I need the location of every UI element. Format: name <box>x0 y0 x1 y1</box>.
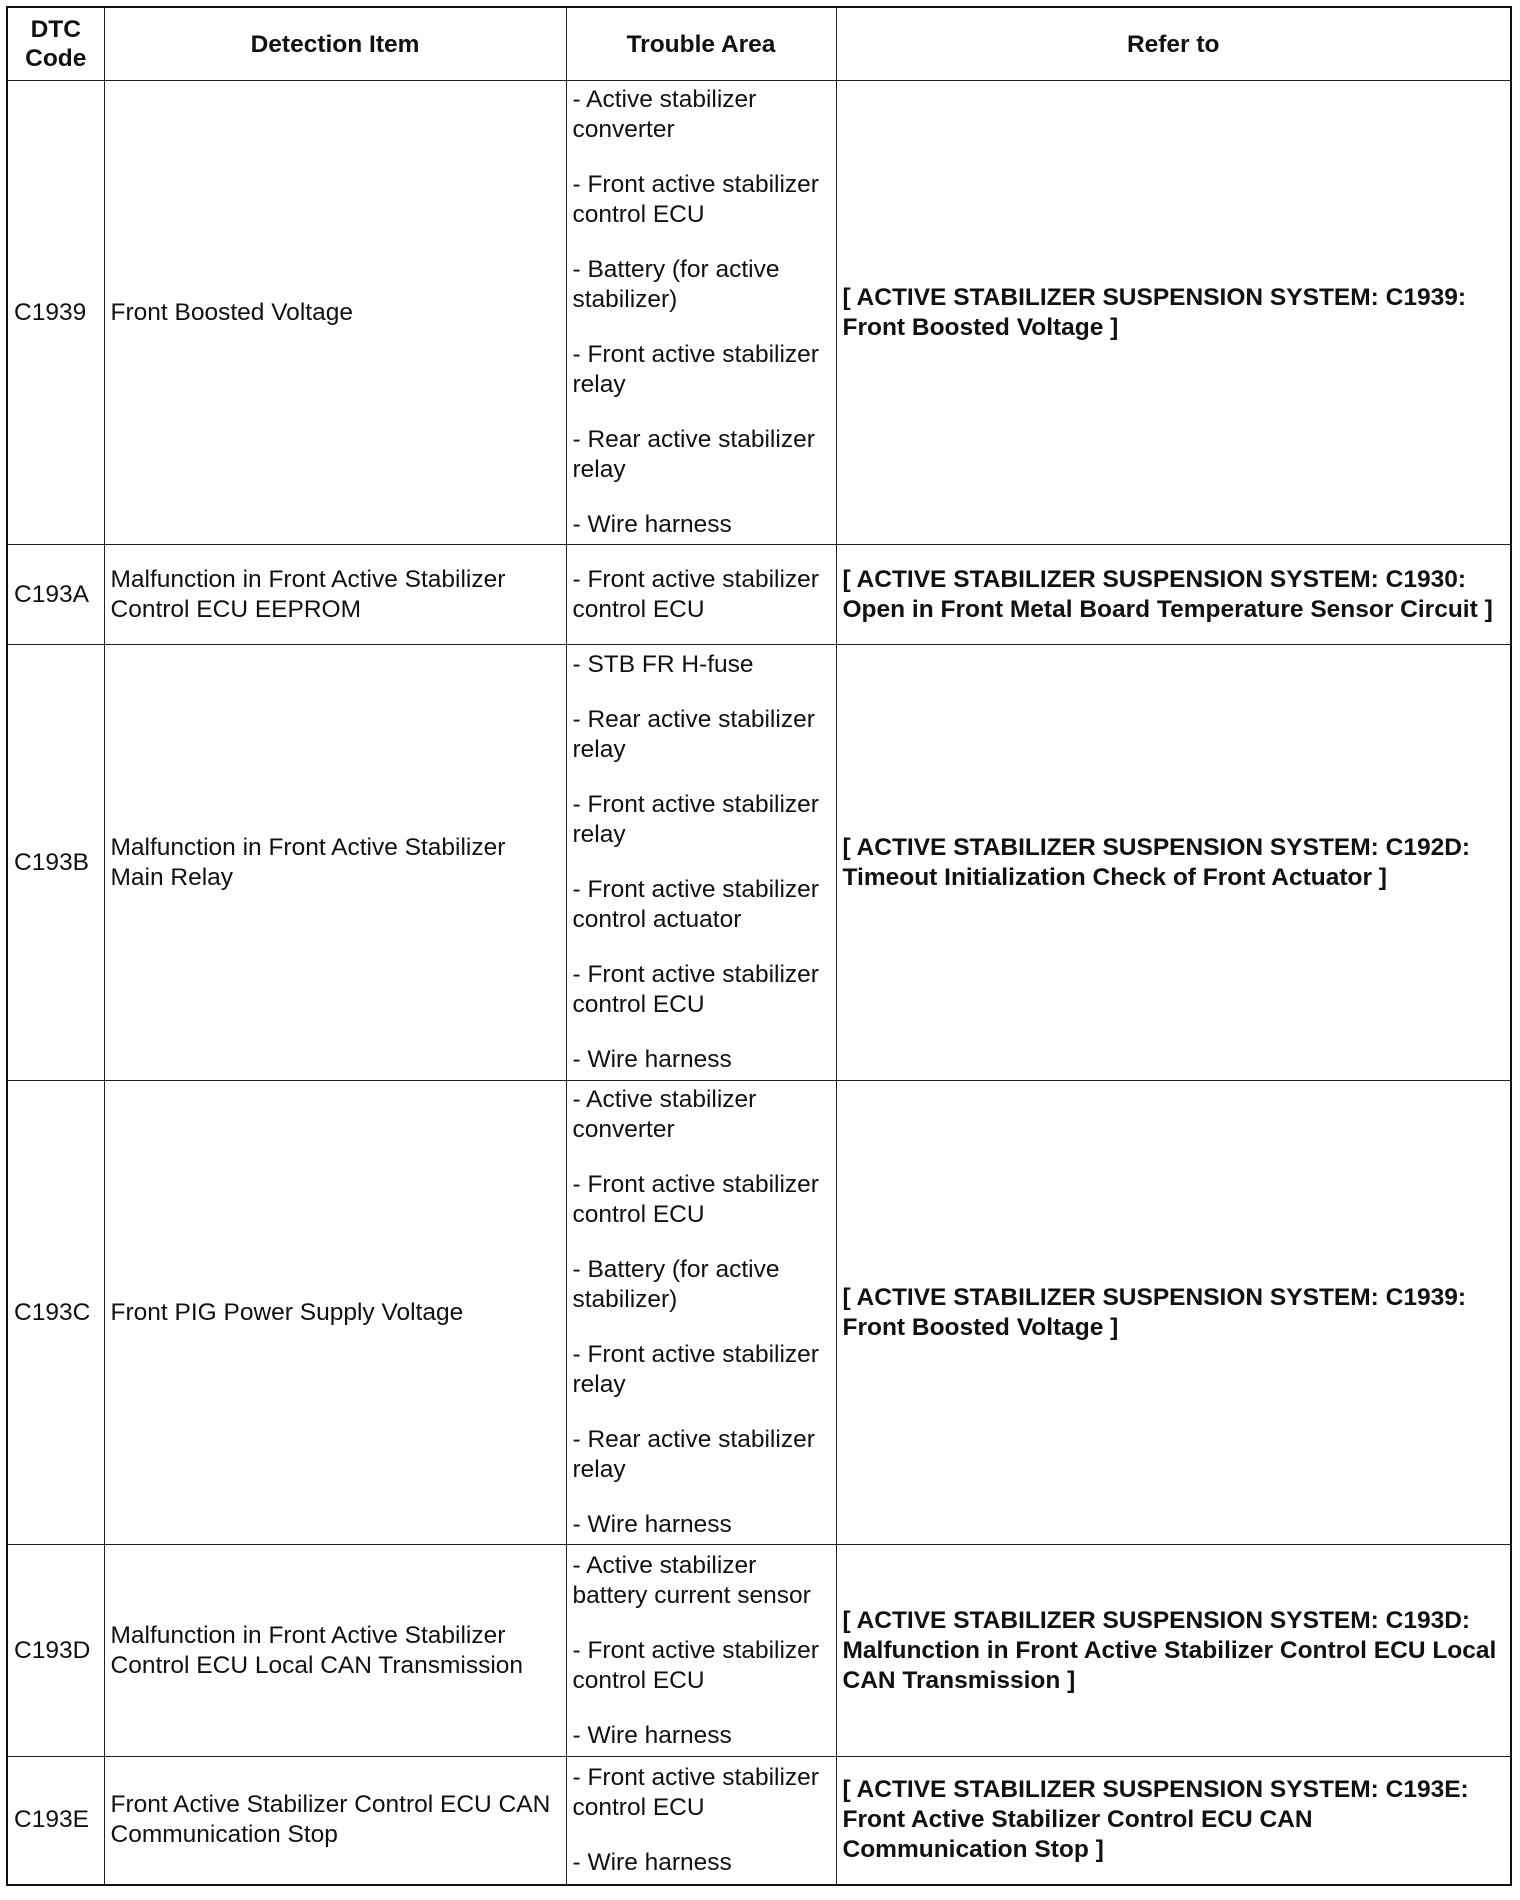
trouble-area-cell <box>566 645 836 1081</box>
trouble-area-item: - Rear active stabilizer relay <box>572 706 815 763</box>
trouble-area-list <box>573 1085 830 1540</box>
header-dtc-code: DTC Code <box>7 7 104 81</box>
dtc-table <box>6 6 1512 1886</box>
trouble-area-cell <box>566 1545 836 1757</box>
trouble-area-list <box>573 1763 830 1878</box>
table-row <box>7 545 1511 645</box>
trouble-area-item: - Wire harness <box>572 1848 732 1876</box>
trouble-area-item: - Battery (for active stabilizer) <box>572 256 780 313</box>
trouble-area-cell <box>566 1081 836 1545</box>
trouble-area-item: - Active stabilizer battery current sensor <box>572 1551 811 1609</box>
refer-to-link[interactable]: [ ACTIVE STABILIZER SUSPENSION SYSTEM: C1930: Open in Front Metal Board Temperature Sensor Circuit ] <box>836 545 1511 645</box>
refer-to-link[interactable]: [ ACTIVE STABILIZER SUSPENSION SYSTEM: C192D: Timeout Initialization Check of Front Actuator ] <box>836 645 1511 1081</box>
header-detection-item: Detection Item <box>104 7 566 81</box>
trouble-area-list <box>573 85 830 540</box>
table-row <box>7 1757 1511 1885</box>
trouble-area-item: - Front active stabilizer control actuator <box>572 876 819 933</box>
table-row <box>7 645 1511 1081</box>
trouble-area-item: - Front active stabilizer relay <box>572 791 819 848</box>
dtc-code-cell: C1939 <box>7 81 104 545</box>
detection-item-cell: Front Boosted Voltage <box>104 81 566 545</box>
trouble-area-item: - Front active stabilizer control ECU <box>572 961 819 1018</box>
table-body <box>7 81 1511 1885</box>
table-row <box>7 1081 1511 1545</box>
detection-item-cell: Malfunction in Front Active Stabilizer Control ECU EEPROM <box>104 545 566 645</box>
trouble-area-item: - Battery (for active stabilizer) <box>572 1256 780 1313</box>
trouble-area-item: - Front active stabilizer control ECU <box>572 1636 819 1694</box>
trouble-area-list <box>573 565 830 625</box>
dtc-code-cell: C193B <box>7 645 104 1081</box>
trouble-area-item: - Front active stabilizer control ECU <box>572 1763 819 1821</box>
detection-item-cell: Front PIG Power Supply Voltage <box>104 1081 566 1545</box>
trouble-area-item: - Active stabilizer converter <box>572 86 757 143</box>
trouble-area-cell <box>566 545 836 645</box>
refer-to-link[interactable]: [ ACTIVE STABILIZER SUSPENSION SYSTEM: C1939: Front Boosted Voltage ] <box>836 81 1511 545</box>
trouble-area-item: - Front active stabilizer control ECU <box>572 171 819 228</box>
table-header <box>7 7 1511 81</box>
trouble-area-item: - Front active stabilizer relay <box>572 1341 819 1398</box>
trouble-area-cell <box>566 1757 836 1885</box>
refer-to-link[interactable]: [ ACTIVE STABILIZER SUSPENSION SYSTEM: C193D: Malfunction in Front Active Stabilizer Control ECU Local CAN Transmission ] <box>836 1545 1511 1757</box>
dtc-code-cell: C193D <box>7 1545 104 1757</box>
trouble-area-list <box>573 1551 830 1751</box>
dtc-code-cell: C193A <box>7 545 104 645</box>
trouble-area-item: - Wire harness <box>572 1046 732 1073</box>
trouble-area-item: - Rear active stabilizer relay <box>572 1426 815 1483</box>
trouble-area-item: - Wire harness <box>572 1511 732 1538</box>
header-refer-to: Refer to <box>836 7 1511 81</box>
trouble-area-item: - STB FR H-fuse <box>572 651 754 678</box>
table-row <box>7 81 1511 545</box>
trouble-area-item: - Front active stabilizer relay <box>572 341 819 398</box>
refer-to-link[interactable]: [ ACTIVE STABILIZER SUSPENSION SYSTEM: C1939: Front Boosted Voltage ] <box>836 1081 1511 1545</box>
refer-to-link[interactable]: [ ACTIVE STABILIZER SUSPENSION SYSTEM: C193E: Front Active Stabilizer Control ECU CAN Communication Stop ] <box>836 1757 1511 1885</box>
detection-item-cell: Malfunction in Front Active Stabilizer Control ECU Local CAN Transmission <box>104 1545 566 1757</box>
trouble-area-list <box>573 650 830 1075</box>
trouble-area-item: - Active stabilizer converter <box>572 1086 757 1143</box>
trouble-area-item: - Front active stabilizer control ECU <box>572 565 819 623</box>
detection-item-cell: Front Active Stabilizer Control ECU CAN Communication Stop <box>104 1757 566 1885</box>
trouble-area-item: - Rear active stabilizer relay <box>572 426 815 483</box>
trouble-area-item: - Wire harness <box>572 511 732 538</box>
dtc-code-cell: C193E <box>7 1757 104 1885</box>
header-row <box>7 7 1511 81</box>
trouble-area-item: - Front active stabilizer control ECU <box>572 1171 819 1228</box>
header-trouble-area: Trouble Area <box>566 7 836 81</box>
dtc-code-cell: C193C <box>7 1081 104 1545</box>
detection-item-cell: Malfunction in Front Active Stabilizer Main Relay <box>104 645 566 1081</box>
trouble-area-item: - Wire harness <box>572 1721 732 1749</box>
trouble-area-cell <box>566 81 836 545</box>
table-row <box>7 1545 1511 1757</box>
